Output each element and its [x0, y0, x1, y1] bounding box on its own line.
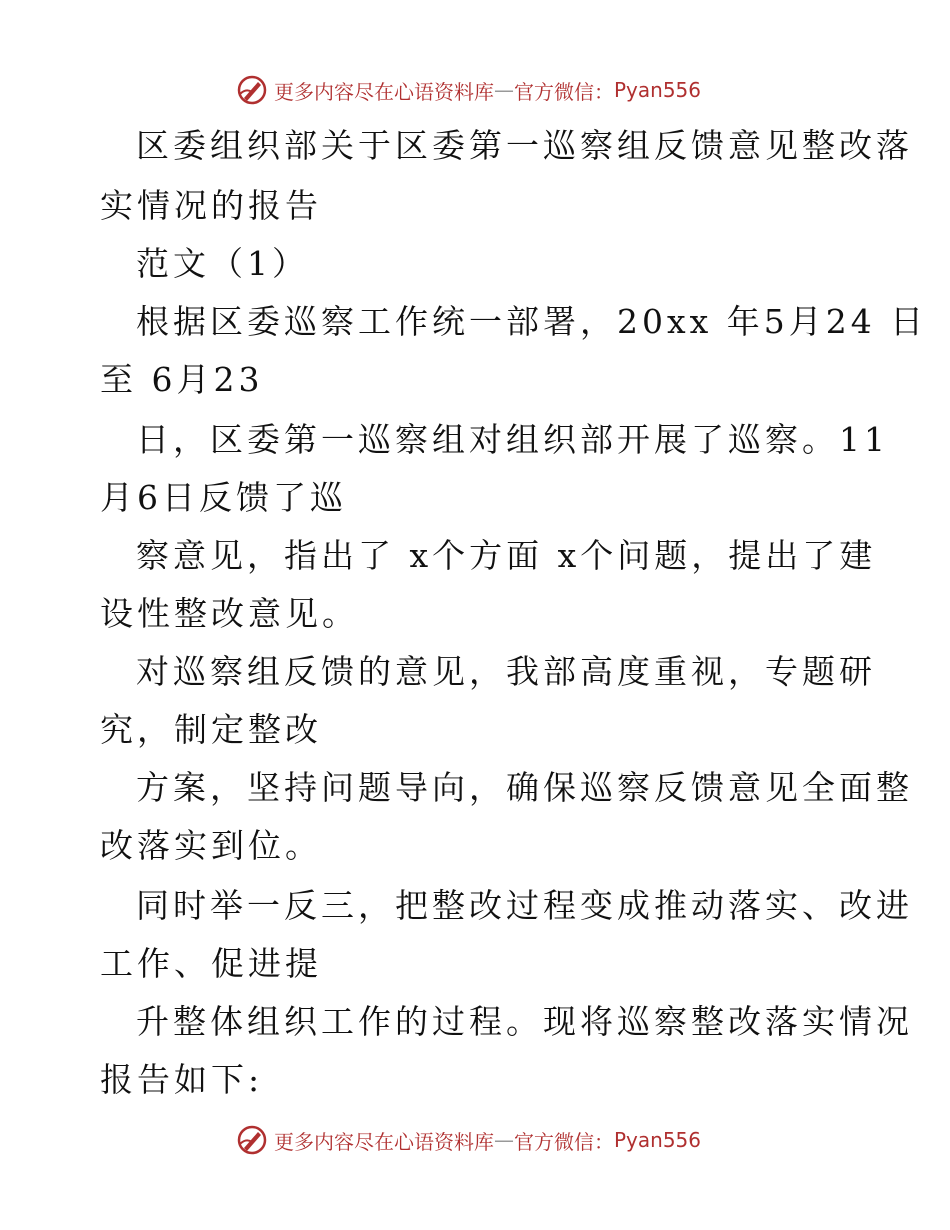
- paragraph-line: 改落实到位。: [100, 826, 322, 865]
- paragraph-line: 月6日反馈了巡: [100, 478, 347, 517]
- paragraph-line: 察意见，指出了 x个方面 x个问题，提出了建: [136, 536, 877, 575]
- paragraph-line: 至 6月23: [100, 360, 264, 399]
- paragraph-line: 范文（1）: [136, 244, 309, 283]
- paragraph-line: 报告如下:: [100, 1060, 264, 1099]
- paragraph-line: 究，制定整改: [100, 710, 322, 749]
- paragraph-line: 日，区委第一巡察组对组织部开展了巡察。11: [136, 420, 889, 459]
- paragraph-line: 同时举一反三，把整改过程变成推动落实、改进: [136, 886, 913, 925]
- watermark-wechat-id: Pyan556: [614, 1128, 702, 1152]
- title-line-1: 区委组织部关于区委第一巡察组反馈意见整改落: [136, 126, 913, 165]
- watermark-site-name: 更多内容尽在心语资料库: [274, 1129, 494, 1154]
- paragraph-line: 升整体组织工作的过程。现将巡察整改落实情况: [136, 1002, 913, 1041]
- paragraph-line: 工作、促进提: [100, 944, 322, 983]
- pen-logo-icon: [236, 1124, 268, 1156]
- pen-logo-icon: [236, 74, 268, 106]
- watermark-separator: —: [494, 1128, 514, 1152]
- watermark-wechat-label: 官方微信：: [514, 1129, 614, 1154]
- watermark-wechat-label: 官方微信：: [514, 79, 614, 104]
- footer-watermark: [236, 1122, 701, 1158]
- paragraph-line: 设性整改意见。: [100, 594, 359, 633]
- watermark-site-name: 更多内容尽在心语资料库: [274, 79, 494, 104]
- watermark-separator: —: [494, 78, 514, 102]
- header-watermark: [236, 72, 701, 108]
- paragraph-line: 对巡察组反馈的意见，我部高度重视，专题研: [136, 652, 876, 691]
- paragraph-line: 根据区委巡察工作统一部署，20xx 年5月24 日: [136, 302, 928, 341]
- watermark-wechat-id: Pyan556: [614, 78, 702, 102]
- title-line-2: 实情况的报告: [100, 186, 322, 225]
- paragraph-line: 方案，坚持问题导向，确保巡察反馈意见全面整: [136, 768, 913, 807]
